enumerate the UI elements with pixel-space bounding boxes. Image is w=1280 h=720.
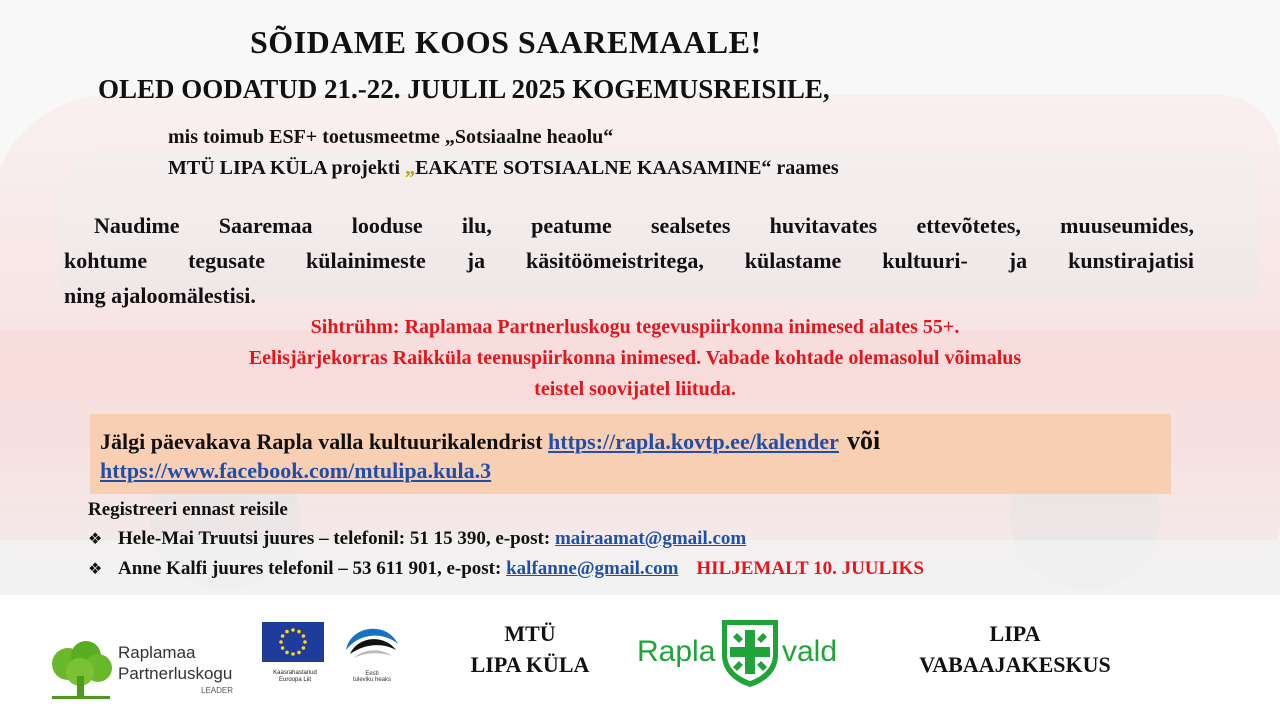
estonia-swirl-icon: [340, 620, 404, 664]
description-line-3: ning ajaloomälestisi.: [64, 283, 256, 308]
eu-caption: [262, 670, 328, 684]
project-line-2-suffix: EAKATE SOTSIAALNE KAASAMINE“ raames: [415, 157, 839, 179]
contact-2-email-link[interactable]: kalfanne@gmail.com: [506, 558, 679, 579]
contact-1-text: Hele-Mai Truutsi juures – telefonil: 51 15 390, e-post:: [118, 528, 555, 549]
contact-2-text: Anne Kalfi juures telefonil – 53 611 901, e-post:: [118, 558, 507, 579]
mtu-line-1: MTÜ: [504, 621, 556, 646]
target-group-line-1: Sihtrühm: Raplamaa Partnerluskogu tegevuspiirkonna inimesed alates 55+.: [310, 316, 960, 338]
eu-cofunded-logo: [262, 622, 328, 682]
project-line-2: [168, 157, 839, 180]
registration-title: Registreeri ennast reisile: [88, 499, 288, 520]
contact-item-2: [88, 558, 924, 580]
diamond-bullet-icon: ❖: [88, 529, 103, 548]
target-group-line-3: teistel soovijatel liituda.: [534, 378, 736, 400]
rapla-shield-icon: [719, 617, 781, 689]
project-line-2-prefix: MTÜ LIPA KÜLA projekti: [168, 157, 406, 179]
description-line-2: kohtume tegusate külainimeste ja käsitöömeistritega, külastame kultuuri- ja kunstirajatisi: [64, 248, 1194, 273]
facebook-link[interactable]: https://www.facebook.com/mtulipa.kula.3: [100, 458, 492, 483]
mtu-lipa-kula-label: [440, 618, 620, 680]
eu-caption-line-2: Euroopa Liit: [278, 677, 312, 683]
page-title: SÕIDAME KOOS SAAREMAALE!: [250, 24, 762, 60]
ee-caption: [340, 671, 404, 683]
rapla-word: Rapla: [637, 635, 716, 668]
contact-item-1: [88, 528, 746, 550]
eu-flag-icon: [262, 622, 324, 662]
diamond-bullet-icon: ❖: [88, 559, 103, 578]
project-line-1: mis toimub ESF+ toetusmeetme „Sotsiaalne heaolu“: [168, 126, 614, 148]
rpk-leader-label: LEADER: [201, 686, 234, 695]
lipa-line-2: VABAAJAKESKUS: [919, 652, 1111, 677]
description-line-1: Naudime Saaremaa looduse ilu, peatume sealsetes huvitavates ettevõtetes, muuseumides,: [94, 213, 1194, 238]
rpk-name: [118, 642, 232, 684]
info-row-2: [100, 458, 1161, 490]
registration-deadline: HILJEMALT 10. JUULIKS: [696, 558, 924, 579]
calendar-link[interactable]: https://rapla.kovtp.ee/kalender: [548, 429, 839, 454]
rapla-vald-logo: [635, 615, 857, 690]
mtu-line-2: LIPA KÜLA: [470, 652, 590, 677]
project-quote-mark: „: [405, 157, 416, 179]
info-text: Jälgi päevakava Rapla valla kultuurikalendrist: [100, 429, 549, 454]
vald-word: vald: [782, 635, 838, 668]
eu-caption-line-1: Kaasrahastanud: [273, 670, 317, 676]
description-paragraph: [64, 208, 1194, 313]
target-group-line-2: Eelisjärjekorras Raikküla teenuspiirkonna inimesed. Vabade kohtade olemasolul võimalus: [248, 347, 1022, 369]
rpk-name-line-2: Partnerluskogu: [118, 664, 233, 683]
page-subtitle: OLED OODATUD 21.-22. JUULIL 2025 KOGEMUSREISILE,: [98, 74, 830, 104]
lipa-line-1: LIPA: [989, 621, 1041, 646]
lipa-vabaajakeskus-label: [880, 618, 1150, 680]
raplamaa-partnerluskogu-logo: [46, 612, 256, 702]
rpk-name-line-1: Raplamaa: [118, 643, 196, 662]
eesti-tuleviku-heaks-logo: [340, 620, 404, 686]
schedule-info-box: [90, 414, 1171, 494]
contact-1-email-link[interactable]: mairaamat@gmail.com: [554, 528, 747, 549]
info-row-1: [100, 426, 1161, 458]
tree-icon: [46, 640, 116, 700]
info-or-text: või: [846, 426, 881, 455]
ee-caption-line-2: tuleviku heaks: [352, 677, 392, 683]
ee-caption-line-1: Eesti: [365, 671, 379, 677]
